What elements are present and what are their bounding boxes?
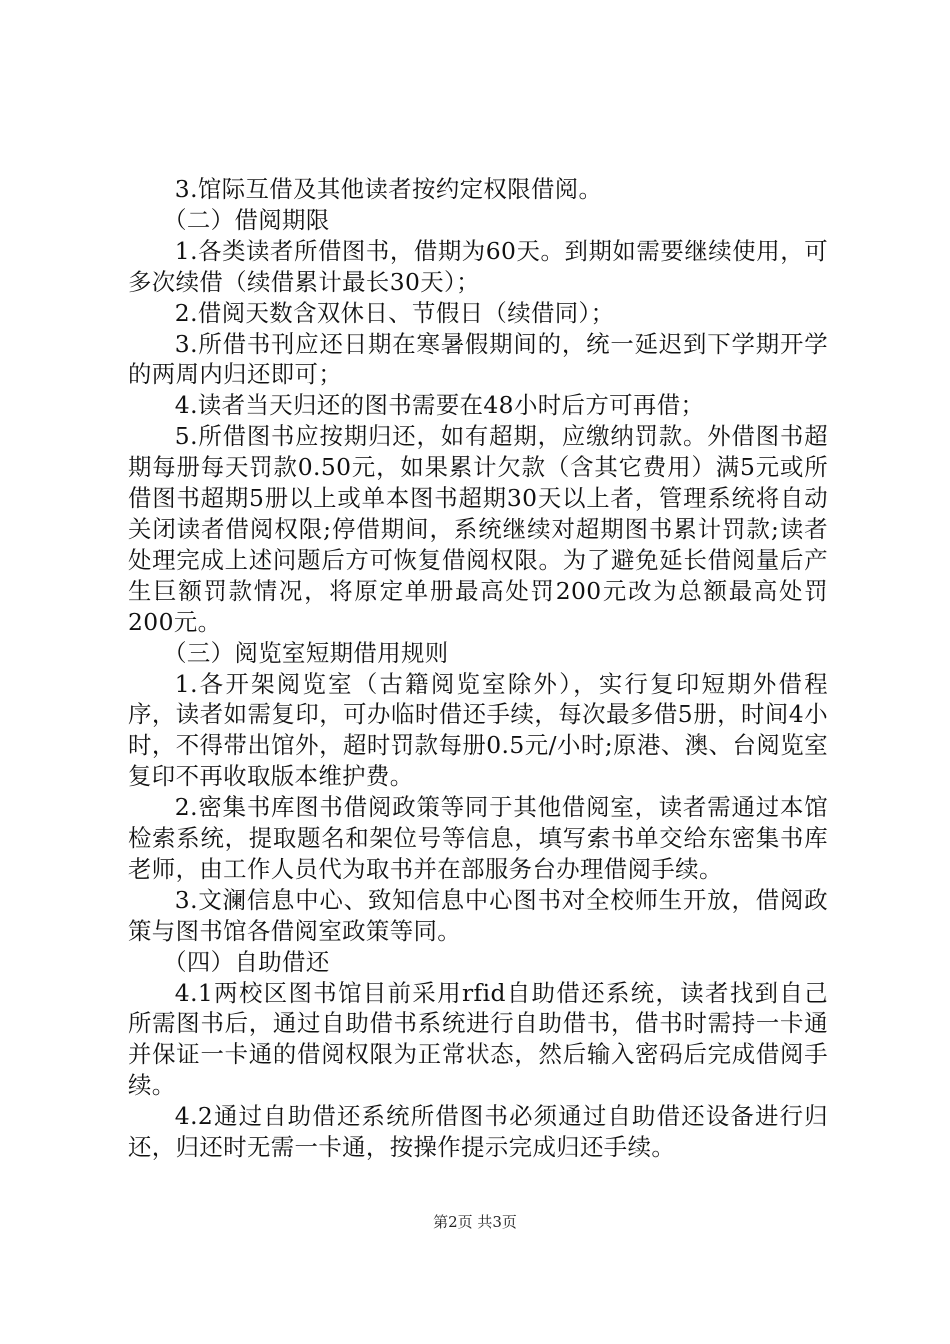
page-footer <box>0 1212 950 1232</box>
paragraph: 2.密集书库图书借阅政策等同于其他借阅室，读者需通过本馆检索系统，提取题名和架位号等信息，填写索书单交给东密集书库老师，由工作人员代为取书并在部服务台办理借阅手续。 <box>128 793 828 883</box>
paragraph: 3.文澜信息中心、致知信息中心图书对全校师生开放，借阅政策与图书馆各借阅室政策等同。 <box>128 885 828 945</box>
document-body <box>128 174 828 1163</box>
paragraph: 4.2通过自助借还系统所借图书必须通过自助借还设备进行归还，归还时无需一卡通，按操作提示完成归还手续。 <box>128 1102 828 1162</box>
paragraph: 4.1两校区图书馆目前采用rfid自助借还系统，读者找到自己所需图书后，通过自助借书系统进行自助借书，借书时需持一卡通并保证一卡通的借阅权限为正常状态，然后输入密码后完成借阅手续。 <box>128 978 828 1100</box>
paragraph: 3.所借书刊应还日期在寒暑假期间的，统一延迟到下学期开学的两周内归还即可； <box>128 329 828 389</box>
page-number: 第2页 共3页 <box>433 1213 517 1231</box>
paragraph: 5.所借图书应按期归还，如有超期，应缴纳罚款。外借图书超期每册每天罚款0.50元，如果累计欠款（含其它费用）满5元或所借图书超期5册以上或单本图书超期30天以上者，管理系统将自动关闭读者借阅权限;停借期间，系统继续对超期图书累计罚款;读者处理完成上述问题后方可恢复借阅权限。为了避免延长借阅量后产生巨额罚款情况，将原定单册最高处罚200元改为总额最高处罚200元。 <box>128 422 828 636</box>
section-heading: （四）自助借还 <box>163 947 330 976</box>
section-heading: （三）阅览室短期借用规则 <box>163 638 449 667</box>
paragraph: 1.各类读者所借图书，借期为60天。到期如需要继续使用，可多次续借（续借累计最长30天）； <box>128 236 828 296</box>
paragraph: 2.借阅天数含双休日、节假日（续借同）； <box>174 298 615 327</box>
paragraph: 1.各开架阅览室（古籍阅览室除外），实行复印短期外借程序，读者如需复印，可办临时借还手续，每次最多借5册，时间4小时，不得带出馆外，超时罚款每册0.5元/小时;原港、澳、台阅览室复印不再收取版本维护费。 <box>128 669 828 791</box>
section-heading: （二）借阅期限 <box>163 205 330 234</box>
paragraph: 4.读者当天归还的图书需要在48小时后方可再借； <box>174 391 705 420</box>
paragraph: 3.馆际互借及其他读者按约定权限借阅。 <box>174 175 603 203</box>
